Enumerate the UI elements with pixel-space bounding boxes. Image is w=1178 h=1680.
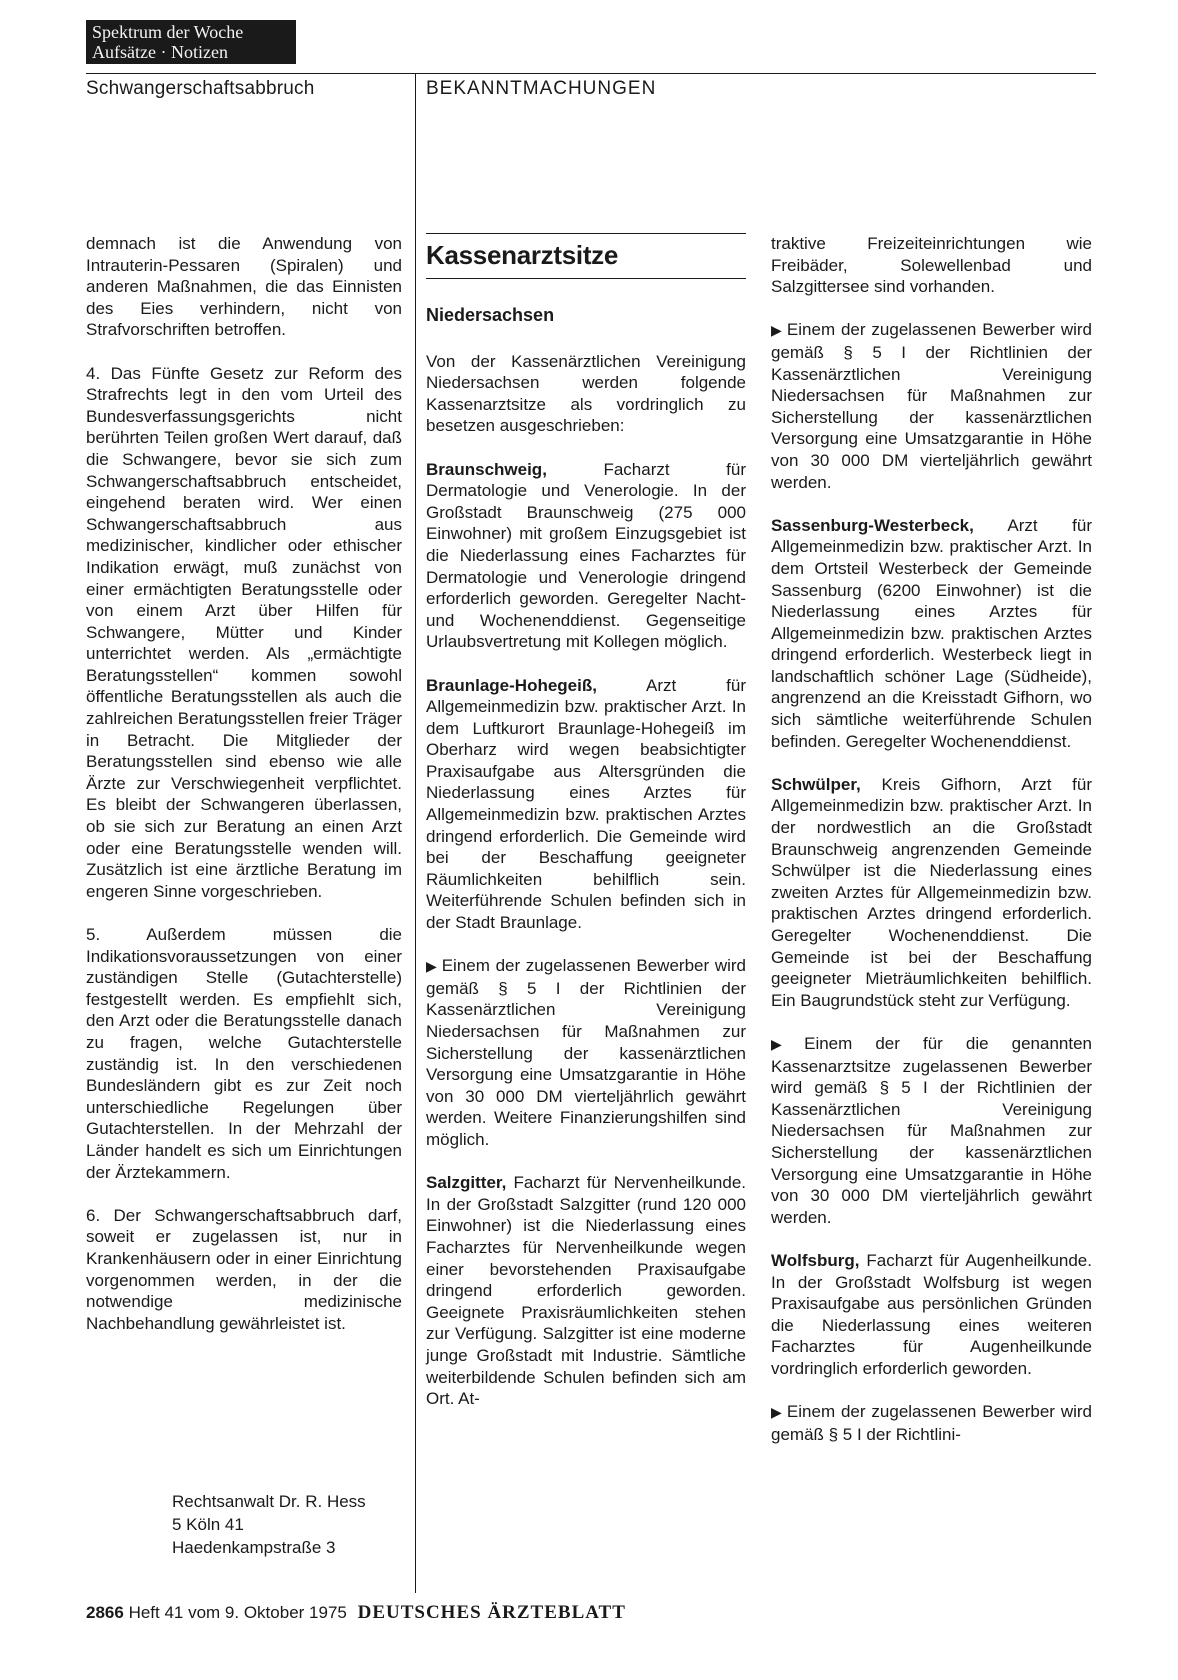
notice-sassenburg: Sassenburg-Westerbeck, Arzt für Allgemeinmedizin bzw. praktischer Arzt. In dem Ortsteil Westerbeck der Gemeinde Sassenburg (6200 Einwohner) ist die Niederlassung eines Arztes für Allgemeinmedizin bzw. praktischen Arztes dringend erforderlich. Westerbeck liegt in landschaftlich schöner Lage (Südheide), angrenzend an die Kreisstadt Gifhorn, wo sich sämtliche weiterführende Schulen befinden. Geregelter Wochenenddienst. bbox=[771, 515, 1092, 751]
journal-name: DEUTSCHES ÄRZTEBLATT bbox=[357, 1602, 626, 1623]
notice-schwuelper: Schwülper, Kreis Gifhorn, Arzt für Allgemeinmedizin bzw. praktischer Arzt. In der nordwestlich an die Großstadt Braunschweig angrenzenden Gemeinde Schwülper ist die Niederlassung eines zweiten Arztes für Allgemeinmedizin bzw. praktischen Arztes dringend erforderlich. Geregelter Wochenenddienst. Die Gemeinde ist bei der Beschaffung geeigneter Mieträumlichkeiten behilflich. Ein Baugrundstück steht zur Verfügung. bbox=[771, 774, 1092, 1010]
arrow-icon: ▶ bbox=[426, 958, 438, 975]
arrow-icon: ▶ bbox=[771, 1404, 783, 1421]
section-title: Kassenarztsitze bbox=[426, 240, 619, 270]
guarantee-notice-1: ▶ Einem der zugelassenen Bewerber wird gemäß § 5 I der Richtlinien der Kassenärztlichen Vereinigung Niedersachsen für Maßnahmen zur Sicherstellung der kassenärztlichen Versorgung eine Umsatzgarantie in Höhe von 30 000 DM vierteljährlich gewährt werden. Weitere Finanzierungshilfen sind möglich. bbox=[426, 956, 746, 1149]
paragraph-2: 4. Das Fünfte Gesetz zur Reform des Strafrechts legt in den vom Urteil des Bundesverfassungsgerichts nicht berührten Teilen großen Wert darauf, daß die Schwangere, bevor sie sich zum Schwangerschaftsabbruch entscheidet, eingehend beraten wird. Wer einen Schwangerschaftsabbruch aus medizinischer, kindlicher oder ethischer Indikation erwägt, muß zunächst von einer ermächtigten Beratungsstelle oder von einem Arzt über Hilfen für Schwangere, Mütter und Kinder unterrichtet werden. Als „ermächtigte Beratungsstellen“ kommen sowohl öffentliche Beratungsstellen als auch die zahlreichen Beratungsstellen freier Träger in Betracht. Die Mitglieder der Beratungsstellen sind ebenso wie alle Ärzte zur Verschwiegenheit verpflichtet. Es bleibt der Schwangeren überlassen, ob sie sich zur Beratung an einen Arzt oder eine Beratungsstelle wenden will. Zusätzlich ist eine ärztliche Beratung im engeren Sinne vorgeschrieben. bbox=[86, 363, 402, 901]
article-column-left bbox=[86, 233, 402, 1356]
notice-braunschweig: Braunschweig, Facharzt für Dermatologie und Venerologie. In der Großstadt Braunschweig (275 000 Einwohner) mit großem Einzugsgebiet ist die Niederlassung eines Facharztes für Dermatologie und Venerologie dringend erforderlich geworden. Geregelter Nacht- und Wochenenddienst. Gegenseitige Urlaubsvertretung mit Kollegen möglich. bbox=[426, 459, 746, 652]
place-name: Salzgitter, bbox=[426, 1173, 507, 1193]
guarantee-notice-4: ▶ Einem der zugelassenen Bewerber wird gemäß § 5 I der Richtlini- bbox=[771, 1402, 1092, 1444]
author-name: Rechtsanwalt Dr. R. Hess bbox=[172, 1492, 366, 1511]
issue-info: Heft 41 vom 9. Oktober 1975 bbox=[128, 1603, 347, 1622]
place-name: Braunschweig, bbox=[426, 459, 547, 479]
author-city: 5 Köln 41 bbox=[172, 1515, 244, 1534]
paragraph-1: demnach ist die Anwendung von Intrauterin-Pessaren (Spiralen) und anderen Maßnahmen, die das Einnisten des Eies verhindern, nicht von Strafvorschriften betroffen. bbox=[86, 234, 402, 340]
place-name: Braunlage-Hohegeiß, bbox=[426, 675, 597, 695]
notices-column-right bbox=[771, 233, 1092, 1467]
header-left: Schwangerschaftsabbruch bbox=[86, 78, 315, 99]
paragraph-3: 5. Außerdem müssen die Indikationsvoraussetzungen von einer zuständigen Stelle (Gutachterstelle) festgestellt werden. Es empfiehlt sich, den Arzt oder die Beratungsstelle danach zu fragen, welche Gutachterstelle zuständig ist. In den verschiedenen Bundesländern gibt es zur Zeit noch unterschiedliche Regelungen über Gutachterstellen. In der Mehrzahl der Länder handelt es sich um Einrichtungen der Ärztekammern. bbox=[86, 925, 402, 1182]
region-heading: Niedersachsen bbox=[426, 305, 555, 325]
place-name: Schwülper, bbox=[771, 774, 861, 794]
page-number: 2866 bbox=[86, 1603, 124, 1622]
section-badge bbox=[86, 20, 296, 64]
paragraph-4: 6. Der Schwangerschaftsabbruch darf, soweit er zugelassen ist, nur in Krankenhäusern oder in einer Einrichtung vorgenommen werden, in der die notwendige medizinische Nachbehandlung gewährleistet ist. bbox=[86, 1205, 402, 1333]
notice-salzgitter: Salzgitter, Facharzt für Nervenheilkunde. In der Großstadt Salzgitter (rund 120 000 Einwohner) ist die Niederlassung eines Facharztes für Nervenheilkunde wegen einer bevorstehenden Praxisaufgabe dringend erforderlich geworden. Geeignete Praxisräumlichkeiten stehen zur Verfügung. Salzgitter ist eine moderne junge Großstadt mit Industrie. Sämtliche weiterbildende Schulen befinden sich am Ort. At- bbox=[426, 1173, 746, 1409]
arrow-icon: ▶ bbox=[771, 322, 783, 339]
notice-wolfsburg: Wolfsburg, Facharzt für Augenheilkunde. In der Großstadt Wolfsburg ist wegen Praxisaufgabe aus persönlichen Gründen die Niederlassung eines weiteren Facharztes für Augenheilkunde vordringlich erforderlich geworden. bbox=[771, 1250, 1092, 1378]
continued-paragraph: traktive Freizeiteinrichtungen wie Freibäder, Solewellenbad und Salzgittersee sind vorhanden. bbox=[771, 234, 1092, 297]
place-name: Sassenburg-Westerbeck, bbox=[771, 515, 974, 535]
place-name: Wolfsburg, bbox=[771, 1250, 860, 1270]
notice-braunlage: Braunlage-Hohegeiß, Arzt für Allgemeinmedizin bzw. praktischer Arzt. In dem Luftkurort Braunlage-Hohegeiß im Oberharz wird wegen beabsichtigter Praxisaufgabe aus Altersgründen die Niederlassung eines Arztes für Allgemeinmedizin bzw. praktischen Arztes dringend erforderlich. Die Gemeinde wird bei der Beschaffung geeigneter Räumlichkeiten behilflich sein. Weiterführende Schulen befinden sich in der Stadt Braunlage. bbox=[426, 675, 746, 933]
badge-line-1: Spektrum der Woche bbox=[92, 22, 244, 42]
badge-line-2: Aufsätze · Notizen bbox=[92, 42, 228, 62]
section-title-box bbox=[426, 233, 746, 279]
header-right: BEKANNTMACHUNGEN bbox=[426, 78, 657, 99]
guarantee-notice-2: ▶ Einem der zugelassenen Bewerber wird gemäß § 5 I der Richtlinien der Kassenärztlichen Vereinigung Niedersachsen für Maßnahmen zur Sicherstellung der kassenärztlichen Versorgung eine Umsatzgarantie in Höhe von 30 000 DM vierteljährlich gewährt werden. bbox=[771, 320, 1092, 492]
intro-paragraph: Von der Kassenärztlichen Vereinigung Niedersachsen werden folgende Kassenarztsitze als vordringlich zu besetzen ausgeschrieben: bbox=[426, 351, 746, 436]
column-divider bbox=[415, 73, 416, 1593]
notices-column-middle bbox=[426, 233, 746, 1431]
author-signature bbox=[172, 1490, 366, 1559]
page-footer bbox=[86, 1602, 626, 1624]
author-street: Haedenkampstraße 3 bbox=[172, 1538, 336, 1557]
arrow-icon: ▶ bbox=[771, 1035, 801, 1052]
guarantee-notice-3: ▶ Einem der für die genannten Kassenarztsitze zugelassenen Bewerber wird gemäß § 5 I der Richtlinien der Kassenärztlichen Vereinigung Niedersachsen für Maßnahmen zur Sicherstellung der kassenärztlichen Versorgung eine Umsatzgarantie in Höhe von 30 000 DM vierteljährlich gewährt werden. bbox=[771, 1033, 1092, 1227]
top-rule bbox=[86, 73, 1096, 74]
